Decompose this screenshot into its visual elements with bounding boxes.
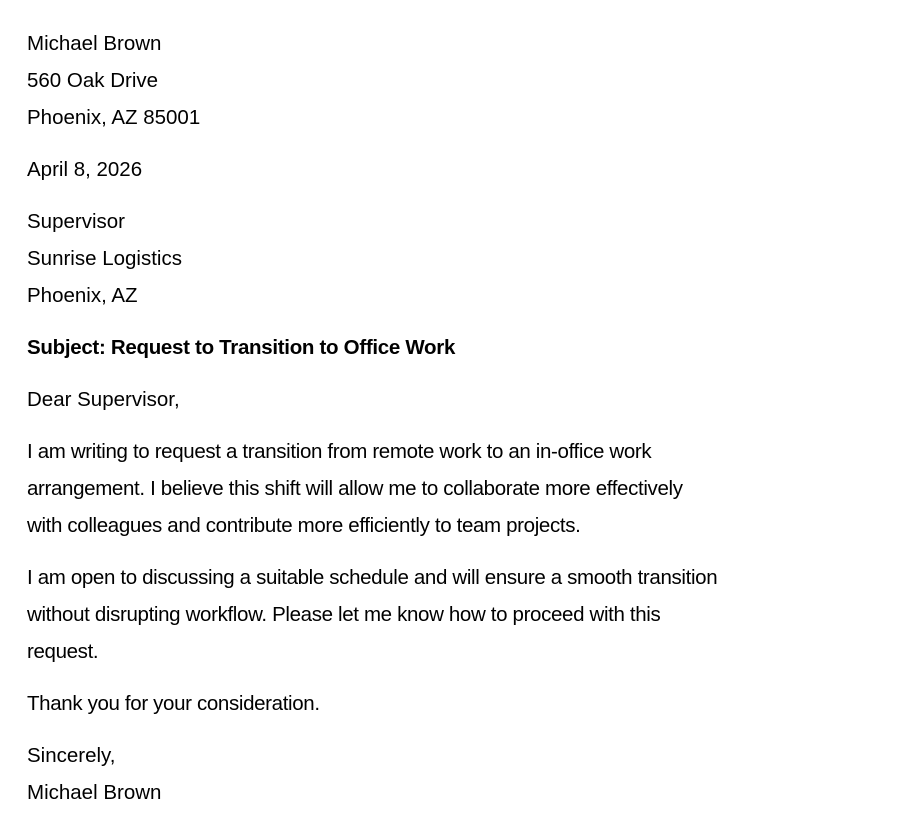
paragraph-line: I am open to discussing a suitable schedule and will ensure a smooth transition [27,566,718,589]
sender-street: 560 Oak Drive [27,69,159,92]
paragraph-line: with colleagues and contribute more efficiently to team projects. [27,514,581,537]
sender-city-state-zip: Phoenix, AZ 85001 [27,106,201,129]
subject-block [27,329,877,366]
valediction: Sincerely, [27,744,116,767]
body-paragraph-3 [27,685,877,722]
thank-you-line: Thank you for your consideration. [27,692,320,715]
paragraph-line: I am writing to request a transition from remote work to an in-office work [27,440,652,463]
body-paragraph-1 [27,433,877,544]
recipient-company: Sunrise Logistics [27,247,182,270]
subject-line: Subject: Request to Transition to Office Work [27,336,456,359]
closing-block [27,737,877,811]
body-paragraph-2 [27,559,877,670]
recipient-city-state: Phoenix, AZ [27,284,138,307]
recipient-address-block [27,203,877,314]
letter-document [27,25,877,826]
signature-name: Michael Brown [27,781,162,804]
recipient-title: Supervisor [27,210,125,233]
letter-date: April 8, 2026 [27,158,143,181]
salutation: Dear Supervisor, [27,388,180,411]
paragraph-line: request. [27,640,99,663]
paragraph-line: arrangement. I believe this shift will allow me to collaborate more effectively [27,477,683,500]
sender-name: Michael Brown [27,32,162,55]
sender-address-block [27,25,877,136]
date-block [27,151,877,188]
paragraph-line: without disrupting workflow. Please let me know how to proceed with this [27,603,661,626]
salutation-block [27,381,877,418]
